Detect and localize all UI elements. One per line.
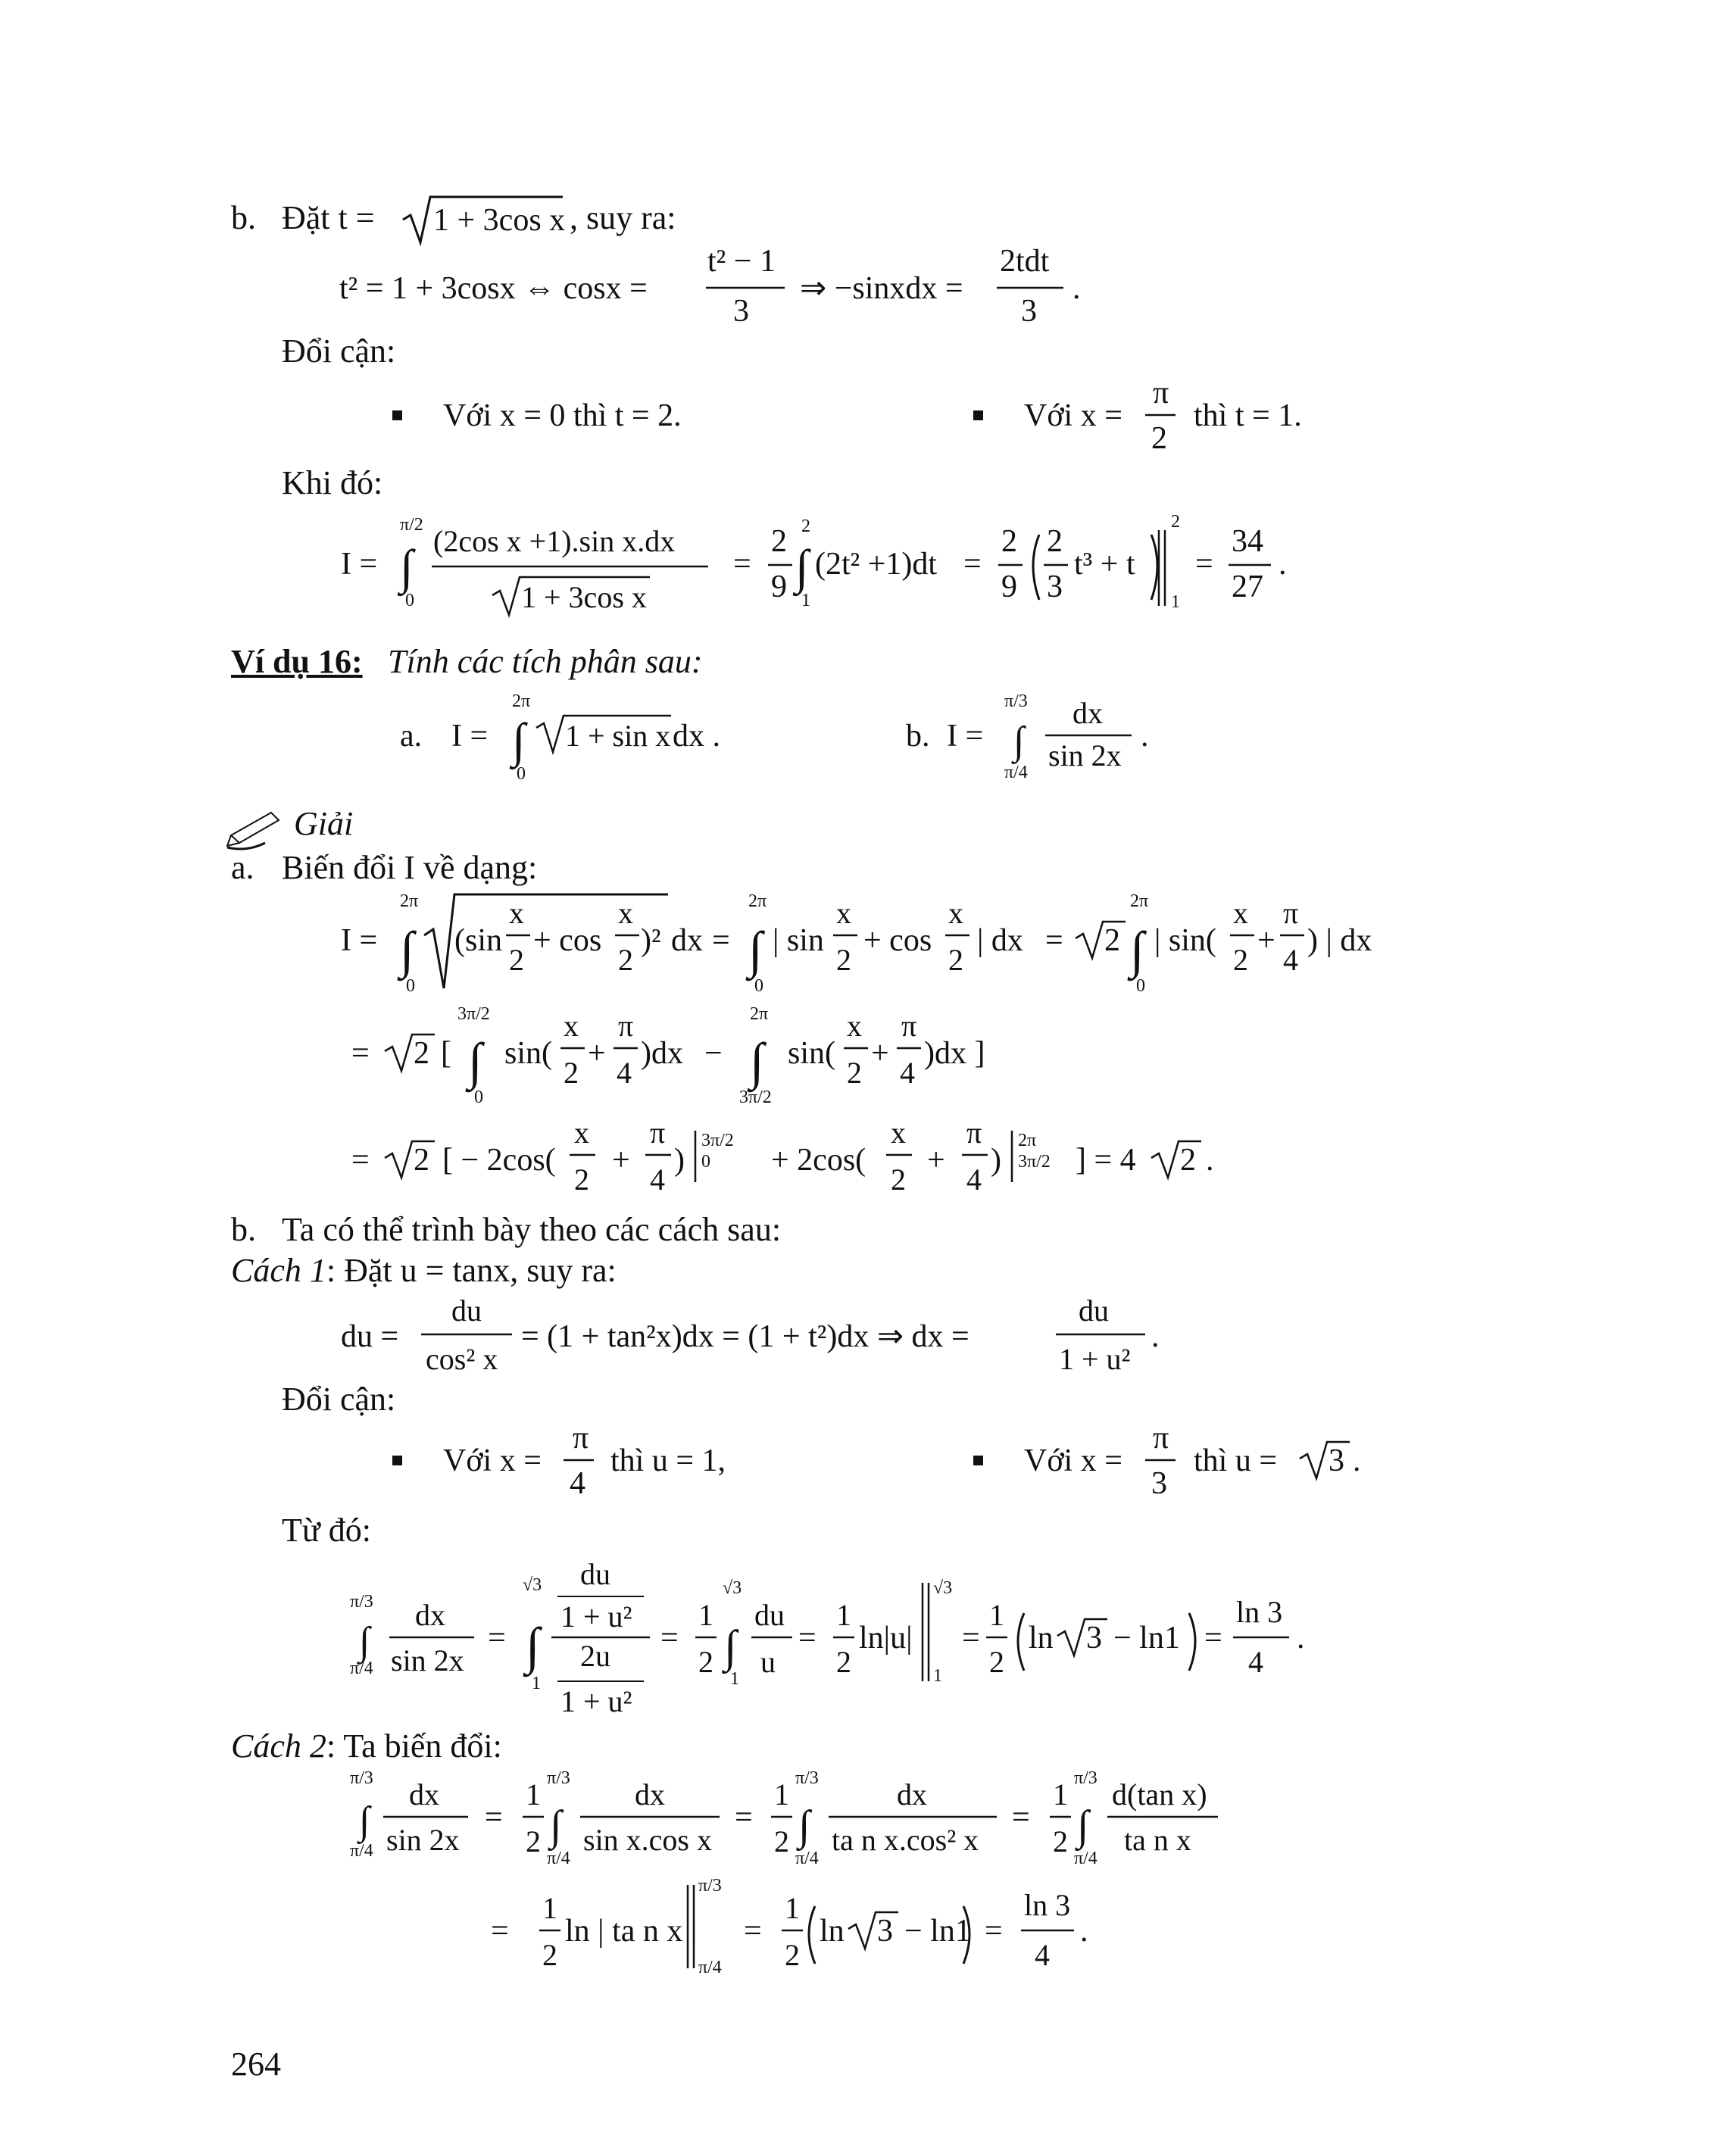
svg-text:x: x	[564, 1009, 579, 1043]
svg-text:1 + sin x: 1 + sin x	[565, 719, 671, 753]
svg-text:0: 0	[701, 1152, 710, 1172]
svg-text:=: =	[488, 1621, 506, 1655]
svg-text:π/3: π/3	[547, 1768, 570, 1788]
integral-sign: ∫	[1077, 1802, 1089, 1849]
svg-text:3: 3	[1329, 1443, 1344, 1478]
integral-sign: ∫	[1013, 719, 1025, 763]
svg-text:2: 2	[574, 1162, 589, 1197]
svg-text:2: 2	[698, 1645, 713, 1679]
svg-text:du =: du =	[341, 1319, 399, 1354]
svg-text:3: 3	[733, 294, 749, 329]
svg-text:2π: 2π	[400, 891, 419, 911]
svg-text:ln 3: ln 3	[1024, 1888, 1071, 1922]
svg-text:π: π	[1153, 376, 1169, 410]
svg-text:π/3: π/3	[1004, 691, 1028, 711]
svg-text:2: 2	[414, 1036, 429, 1071]
svg-text:4: 4	[900, 1056, 915, 1090]
svg-text:1: 1	[542, 1891, 557, 1925]
svg-text:| dx: | dx	[977, 923, 1023, 958]
svg-text:sin(: sin(	[504, 1036, 552, 1071]
svg-text:4: 4	[1035, 1938, 1050, 1972]
svg-text:√3: √3	[933, 1578, 953, 1598]
svg-text:=: =	[1045, 923, 1063, 958]
example-title: Ví dụ 16:	[231, 643, 363, 680]
svg-text:+: +	[612, 1143, 630, 1178]
svg-text:1: 1	[785, 1891, 800, 1925]
svg-text:(sin: (sin	[454, 923, 502, 958]
example-description: Tính các tích phân sau:	[388, 643, 703, 680]
svg-text:− ln1: − ln1	[1113, 1621, 1180, 1655]
bullet-icon	[973, 1456, 983, 1465]
svg-text:a.: a.	[400, 719, 423, 754]
svg-text:=: =	[660, 1621, 679, 1655]
svg-text:d(tan x): d(tan x)	[1112, 1777, 1207, 1812]
svg-text:I =: I =	[947, 719, 984, 754]
svg-text:(2cos x +1).sin x.dx: (2cos x +1).sin x.dx	[433, 524, 676, 558]
svg-text:⇒ −sinxdx =: ⇒ −sinxdx =	[800, 271, 963, 306]
svg-text:0: 0	[1136, 976, 1145, 996]
svg-text:=: =	[351, 1036, 370, 1071]
svg-text:1 + u²: 1 + u²	[560, 1599, 632, 1634]
svg-text:=: =	[485, 1800, 503, 1835]
svg-text:] = 4: ] = 4	[1076, 1143, 1136, 1178]
svg-text:2: 2	[564, 1056, 579, 1090]
svg-text:+: +	[871, 1036, 889, 1071]
svg-text:t² − 1: t² − 1	[707, 244, 776, 279]
svg-text:)²: )²	[641, 923, 661, 958]
b-label: b.	[231, 199, 256, 236]
svg-text:π/3: π/3	[350, 1768, 373, 1788]
svg-text:cos² x: cos² x	[426, 1342, 498, 1376]
svg-text:2π: 2π	[512, 691, 531, 711]
svg-text:.: .	[1297, 1621, 1305, 1655]
svg-text:=: =	[1195, 547, 1213, 582]
integral-sign: ∫	[724, 1621, 737, 1671]
svg-text:2: 2	[1047, 524, 1063, 559]
svg-text:thì u =: thì u =	[1194, 1443, 1278, 1478]
cach1-line	[231, 1251, 617, 1290]
svg-text:=: =	[962, 1621, 980, 1655]
integral-sign: ∫	[795, 540, 809, 594]
svg-text:4: 4	[570, 1466, 585, 1501]
svg-text:3π/2: 3π/2	[457, 1004, 490, 1024]
svg-text:1: 1	[730, 1669, 739, 1689]
svg-text:3π/2: 3π/2	[1018, 1152, 1051, 1172]
integral-sign: ∫	[468, 1032, 482, 1090]
svg-text:4: 4	[650, 1162, 665, 1197]
b-substitution-equation	[0, 242, 1736, 341]
svg-text:.: .	[1151, 1319, 1160, 1354]
a-transform-line-3	[0, 1109, 1736, 1215]
svg-text:dx: dx	[897, 1777, 927, 1812]
svg-text:2π: 2π	[1130, 891, 1149, 911]
svg-text:0: 0	[405, 591, 414, 610]
cach1-label: Cách 1	[231, 1252, 326, 1289]
svg-text:2: 2	[618, 943, 633, 977]
svg-text:−: −	[704, 1036, 723, 1071]
svg-text:1: 1	[698, 1598, 713, 1632]
svg-text:π/2: π/2	[400, 515, 423, 535]
svg-text:2: 2	[989, 1645, 1004, 1679]
svg-text:0: 0	[517, 764, 526, 784]
svg-text:2: 2	[948, 943, 963, 977]
integral-sign: ∫	[359, 1620, 370, 1663]
svg-text:2: 2	[785, 1938, 800, 1972]
b2-intro-text: Ta có thể trình bày theo các cách sau:	[282, 1211, 782, 1248]
svg-text:π/3: π/3	[795, 1768, 819, 1788]
cach2-text: : Ta biến đổi:	[326, 1727, 502, 1765]
svg-text:π/3: π/3	[350, 1592, 373, 1612]
svg-text:ln: ln	[820, 1914, 845, 1949]
svg-text:3: 3	[1021, 294, 1037, 329]
svg-text:2: 2	[1001, 524, 1017, 559]
svg-text:π: π	[573, 1421, 589, 1456]
svg-text:t² = 1 + 3cosx ⇔ cosx =: t² = 1 + 3cosx ⇔ cosx =	[339, 271, 648, 306]
a-transform-line-1	[0, 890, 1736, 1003]
svg-text:)dx: )dx	[641, 1036, 683, 1071]
svg-text:1: 1	[933, 1666, 942, 1686]
svg-text:2: 2	[1171, 512, 1180, 532]
svg-text:sin 2x: sin 2x	[1048, 738, 1122, 772]
a-label: a.	[231, 849, 254, 886]
svg-text:x: x	[509, 896, 524, 930]
b-intro-sqrt	[0, 182, 1736, 250]
svg-text:ln | ta n x |: ln | ta n x |	[565, 1914, 698, 1949]
svg-text:=: =	[351, 1143, 370, 1178]
cach2-label: Cách 2	[231, 1727, 326, 1765]
tu-do-label: Từ đó:	[282, 1512, 371, 1549]
svg-text:= (1 + tan²x)dx = (1 + t²)dx ⇒: = (1 + tan²x)dx = (1 + t²)dx ⇒ dx =	[521, 1319, 969, 1354]
svg-text:π: π	[618, 1009, 634, 1043]
b-bounds	[0, 376, 1736, 470]
svg-text:9: 9	[771, 570, 787, 604]
svg-text:x: x	[618, 896, 633, 930]
svg-text:Với x =: Với x =	[1024, 1443, 1122, 1478]
svg-text:) | dx: ) | dx	[1307, 923, 1372, 958]
svg-text:π/3: π/3	[1074, 1768, 1097, 1788]
svg-text:x: x	[836, 896, 851, 930]
svg-text:1: 1	[532, 1674, 541, 1693]
bullet-icon	[392, 1456, 402, 1465]
svg-text:=: =	[712, 923, 730, 958]
svg-text:I =: I =	[341, 923, 378, 958]
svg-text:=: =	[1012, 1800, 1030, 1835]
svg-text:du: du	[1079, 1294, 1109, 1328]
integral-sign: ∫	[512, 713, 526, 767]
b2-label: b.	[231, 1211, 256, 1248]
svg-text:b.: b.	[906, 719, 930, 754]
svg-text:thì u = 1,: thì u = 1,	[610, 1443, 726, 1478]
svg-text:2: 2	[1151, 421, 1167, 456]
page-number: 264	[231, 2046, 281, 2083]
svg-text:thì t = 1.: thì t = 1.	[1194, 398, 1302, 433]
svg-text:2: 2	[509, 943, 524, 977]
svg-text:3: 3	[877, 1914, 893, 1949]
svg-text:2: 2	[526, 1824, 541, 1858]
svg-text:+ cos: + cos	[863, 923, 932, 958]
svg-text:π: π	[1153, 1421, 1169, 1456]
svg-text:2: 2	[836, 1645, 851, 1679]
integral-sign: ∫	[400, 540, 414, 594]
svg-text:2: 2	[1104, 923, 1120, 958]
svg-text:π/4: π/4	[795, 1849, 819, 1868]
svg-text:+: +	[1257, 923, 1275, 958]
a-transform-line-2	[0, 1000, 1736, 1113]
svg-text:[: [	[441, 1036, 451, 1071]
svg-text:1 + u²: 1 + u²	[1059, 1342, 1131, 1376]
svg-text:4: 4	[617, 1056, 632, 1090]
pen-icon	[0, 799, 1736, 852]
svg-text:3: 3	[1151, 1466, 1167, 1501]
svg-text:2: 2	[774, 1824, 789, 1858]
svg-text:2: 2	[1180, 1143, 1196, 1178]
svg-text:2π: 2π	[750, 1004, 769, 1024]
c2-integral-line-2	[0, 1874, 1736, 1988]
doi-can-2-label: Đổi cận:	[282, 1381, 396, 1418]
svg-text:π/4: π/4	[547, 1849, 570, 1868]
svg-text:ln|u|: ln|u|	[859, 1621, 913, 1655]
svg-text:2: 2	[542, 1938, 557, 1972]
a-intro-text: Biến đổi I về dạng:	[282, 849, 538, 886]
svg-text:I =: I =	[341, 547, 378, 582]
svg-text:ln 3: ln 3	[1236, 1595, 1283, 1629]
svg-text:dx: dx	[671, 923, 703, 958]
svg-text:1: 1	[526, 1777, 541, 1812]
svg-text:π/4: π/4	[1074, 1849, 1097, 1868]
svg-text:π/4: π/4	[698, 1958, 722, 1977]
svg-text:dx .: dx .	[673, 719, 720, 754]
integral-sign: ∫	[750, 1032, 764, 1090]
svg-text:− ln1: − ln1	[904, 1914, 971, 1949]
svg-text:| sin(: | sin(	[1154, 923, 1216, 958]
svg-text:Với x =: Với x =	[443, 1443, 542, 1478]
c2-integral-line-1	[0, 1761, 1736, 1874]
svg-text:(2t² +1)dt: (2t² +1)dt	[815, 547, 938, 582]
svg-text:2: 2	[801, 516, 810, 536]
svg-text:x: x	[1233, 896, 1248, 930]
bullet-icon	[973, 410, 983, 420]
doi-can-label: Đổi cận:	[282, 332, 396, 370]
svg-text:I =: I =	[451, 719, 489, 754]
svg-text:sin x.cos x: sin x.cos x	[583, 1823, 712, 1857]
svg-text:2: 2	[414, 1143, 429, 1178]
svg-text:√3: √3	[523, 1575, 542, 1595]
svg-text:2u: 2u	[580, 1639, 610, 1673]
svg-text:ln: ln	[1029, 1621, 1054, 1655]
svg-text:dx: dx	[409, 1777, 439, 1812]
svg-text:1 + 3cos x: 1 + 3cos x	[521, 580, 647, 614]
svg-text:=: =	[744, 1914, 762, 1949]
svg-text:2: 2	[847, 1056, 862, 1090]
svg-text:sin 2x: sin 2x	[386, 1823, 460, 1857]
svg-text:.: .	[1206, 1143, 1214, 1178]
svg-text:x: x	[574, 1116, 589, 1150]
svg-text:3: 3	[1086, 1621, 1102, 1655]
b-intro-suffix: , suy ra:	[570, 199, 676, 236]
svg-text:2π: 2π	[1018, 1131, 1037, 1150]
svg-text:dx: dx	[1073, 696, 1103, 730]
svg-text:=: =	[985, 1914, 1003, 1949]
integral-sign: ∫	[798, 1802, 810, 1849]
integral-sign: ∫	[526, 1617, 540, 1674]
svg-text:u: u	[760, 1645, 776, 1679]
svg-text:=: =	[735, 1800, 753, 1835]
svg-text:du: du	[580, 1557, 610, 1591]
svg-text:=: =	[733, 547, 751, 582]
svg-text:)dx ]: )dx ]	[924, 1036, 985, 1071]
svg-text:): )	[674, 1143, 685, 1178]
c1-du-equation	[0, 1287, 1736, 1386]
svg-text:0: 0	[406, 976, 415, 996]
svg-text:0: 0	[474, 1088, 483, 1107]
svg-text:2: 2	[891, 1162, 906, 1197]
svg-text:.: .	[1073, 271, 1081, 306]
svg-text:.: .	[1353, 1443, 1361, 1478]
svg-text:dx: dx	[635, 1777, 665, 1812]
svg-text:π: π	[966, 1116, 982, 1150]
svg-text:π/4: π/4	[1004, 763, 1028, 782]
svg-text:π: π	[650, 1116, 666, 1150]
svg-text:.: .	[1279, 547, 1287, 582]
svg-text:=: =	[1204, 1621, 1222, 1655]
svg-text:=: =	[491, 1914, 509, 1949]
svg-text:[ − 2cos(: [ − 2cos(	[442, 1143, 556, 1178]
svg-text:dx: dx	[415, 1598, 445, 1632]
svg-text:ta n x: ta n x	[1124, 1823, 1191, 1857]
svg-text:3π/2: 3π/2	[739, 1088, 772, 1107]
svg-text:du: du	[451, 1294, 482, 1328]
svg-text:27: 27	[1232, 570, 1263, 604]
svg-text:π: π	[901, 1009, 917, 1043]
svg-text:1: 1	[801, 591, 810, 610]
svg-text:x: x	[847, 1009, 862, 1043]
svg-text:3: 3	[1047, 570, 1063, 604]
svg-text:1: 1	[836, 1598, 851, 1632]
svg-text:Với x =: Với x =	[1024, 398, 1122, 433]
svg-text:): )	[991, 1143, 1001, 1178]
svg-text:+: +	[588, 1036, 606, 1071]
solution-heading: Giải	[294, 805, 354, 842]
svg-text:2π: 2π	[748, 891, 767, 911]
c1-integral-computation	[0, 1551, 1736, 1725]
svg-text:π/4: π/4	[350, 1841, 373, 1861]
svg-text:=: =	[963, 547, 982, 582]
svg-text:x: x	[948, 896, 963, 930]
svg-text:4: 4	[966, 1162, 982, 1197]
svg-text:2: 2	[771, 524, 787, 559]
svg-text:Với x = 0 thì t = 2.: Với x = 0 thì t = 2.	[443, 398, 682, 433]
svg-text:sin 2x: sin 2x	[391, 1643, 464, 1677]
svg-text:π/4: π/4	[350, 1659, 373, 1678]
integral-sign: ∫	[748, 921, 763, 978]
svg-text:2tdt: 2tdt	[1000, 244, 1050, 279]
svg-text:| sin: | sin	[773, 923, 824, 958]
example-problems	[0, 685, 1736, 791]
svg-text:.: .	[1080, 1914, 1088, 1949]
svg-text:du: du	[754, 1598, 785, 1632]
svg-text:4: 4	[1283, 943, 1298, 977]
svg-text:π/3: π/3	[698, 1876, 722, 1896]
b-integral-computation	[0, 507, 1736, 621]
svg-text:4: 4	[1248, 1645, 1263, 1679]
svg-text:ta n x.cos² x: ta n x.cos² x	[832, 1823, 979, 1857]
svg-text:2: 2	[1053, 1824, 1068, 1858]
svg-text:9: 9	[1001, 570, 1017, 604]
svg-text:t³ + t: t³ + t	[1074, 547, 1135, 582]
svg-text:1 + 3cos x: 1 + 3cos x	[433, 203, 566, 238]
svg-text:.: .	[1141, 719, 1149, 754]
svg-text:34: 34	[1232, 524, 1263, 559]
svg-text:2: 2	[836, 943, 851, 977]
cach1-text: : Đặt u = tanx, suy ra:	[326, 1252, 617, 1289]
svg-text:x: x	[891, 1116, 906, 1150]
svg-text:1: 1	[1171, 592, 1180, 612]
integral-sign: ∫	[400, 921, 414, 978]
b-intro-text: Đặt t =	[282, 199, 375, 236]
svg-text:sin(: sin(	[788, 1036, 835, 1071]
svg-text:1: 1	[774, 1777, 789, 1812]
svg-text:1: 1	[989, 1598, 1004, 1632]
bullet-icon	[392, 410, 402, 420]
svg-text:+ cos: + cos	[533, 923, 602, 958]
svg-text:3π/2: 3π/2	[701, 1131, 734, 1150]
svg-text:2: 2	[1233, 943, 1248, 977]
svg-text:1 + u²: 1 + u²	[560, 1684, 632, 1718]
integral-sign: ∫	[550, 1802, 562, 1849]
svg-text:+: +	[927, 1143, 945, 1178]
svg-text:1: 1	[1053, 1777, 1068, 1812]
svg-text:π: π	[1283, 896, 1299, 930]
integral-sign: ∫	[1130, 921, 1144, 978]
svg-text:√3: √3	[723, 1578, 742, 1598]
svg-text:=: =	[798, 1621, 816, 1655]
c1-bounds	[0, 1421, 1736, 1515]
cach2-line	[231, 1727, 502, 1765]
integral-sign: ∫	[359, 1799, 370, 1843]
khi-do-label: Khi đó:	[282, 464, 383, 501]
svg-text:0: 0	[754, 976, 763, 996]
svg-text:+ 2cos(: + 2cos(	[771, 1143, 866, 1178]
